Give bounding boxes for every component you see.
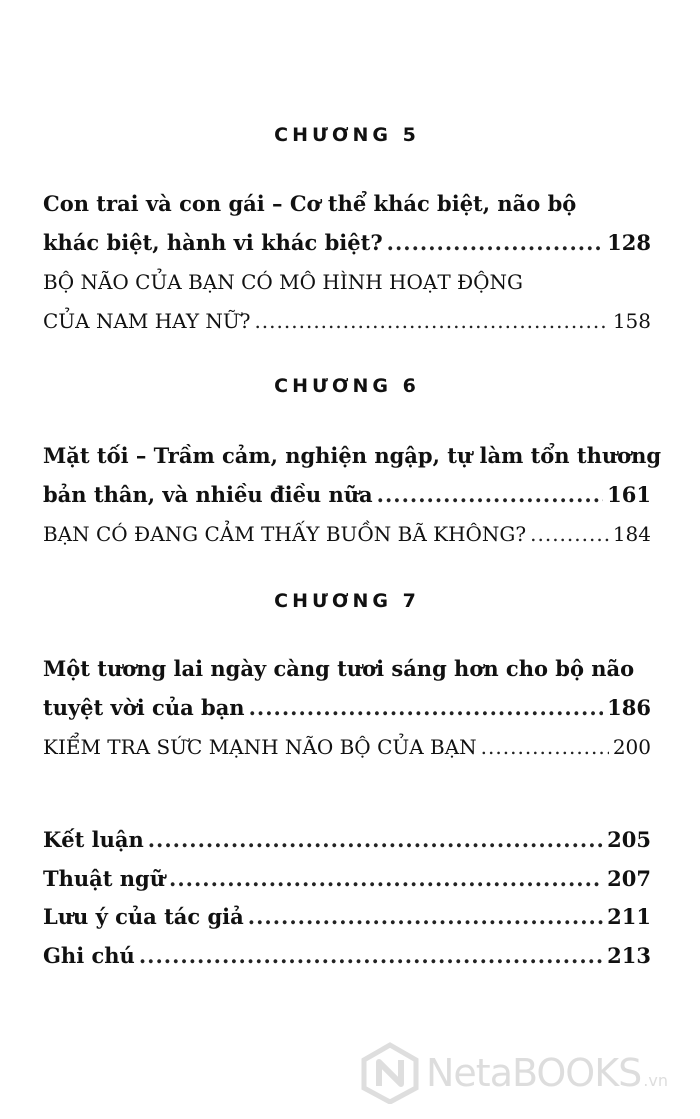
toc-entry-title-line1: BỘ NÃO CỦA BẠN CÓ MÔ HÌNH HOẠT ĐỘNG (43, 270, 524, 294)
dot-leader (139, 936, 603, 976)
dot-leader (248, 897, 603, 937)
toc-entry-line (43, 262, 651, 302)
toc-entry-line (43, 649, 651, 689)
toc-page-number: 207 (607, 866, 651, 891)
toc-entry-title: BẠN CÓ ĐANG CẢM THẤY BUỒN BÃ KHÔNG? (43, 522, 527, 546)
toc-entry-title: KIỂM TRA SỨC MẠNH NÃO BỘ CỦA BẠN (43, 735, 477, 759)
toc-entry-title: khác biệt, hành vi khác biệt? (43, 230, 383, 255)
dot-leader (387, 223, 604, 263)
chapter-6-heading: CHƯƠNG 6 (274, 375, 420, 397)
toc-entry[interactable] (43, 301, 651, 341)
toc-entry-author-note[interactable] (43, 897, 651, 937)
toc-page-number: 128 (607, 230, 651, 255)
toc-entry[interactable] (43, 475, 651, 515)
dot-leader (249, 688, 604, 728)
chapter-7-heading: CHƯƠNG 7 (274, 590, 420, 612)
toc-entry-title-line1: Một tương lai ngày càng tươi sáng hơn cho bộ não (43, 656, 635, 681)
netabooks-watermark (360, 1038, 668, 1108)
dot-leader (377, 475, 604, 515)
toc-entry-title: tuyệt vời của bạn (43, 695, 245, 720)
toc-page-number: 158 (612, 309, 651, 333)
dot-leader (148, 820, 603, 860)
toc-page-number: 213 (607, 943, 651, 968)
toc-entry-title: CỦA NAM HAY NỮ? (43, 309, 251, 333)
toc-page-number: 186 (607, 695, 651, 720)
chapter-5-heading: CHƯƠNG 5 (274, 124, 420, 146)
toc-entry-notes[interactable] (43, 936, 651, 976)
toc-page-number: 211 (607, 904, 651, 929)
toc-page-number: 184 (612, 522, 651, 546)
toc-entry-title: bản thân, và nhiều điều nữa (43, 482, 373, 507)
toc-entry-title: Lưu ý của tác giả (43, 904, 244, 929)
toc-entry[interactable] (43, 727, 651, 767)
toc-entry-title-line1: Mặt tối – Trầm cảm, nghiện ngập, tự làm tổn thương (43, 443, 662, 468)
toc-entry-conclusion[interactable] (43, 820, 651, 860)
toc-entry-title: Kết luận (43, 827, 144, 852)
toc-entry[interactable] (43, 688, 651, 728)
toc-entry-glossary[interactable] (43, 859, 651, 899)
toc-entry-title-line1: Con trai và con gái – Cơ thể khác biệt, não bộ (43, 191, 577, 216)
dot-leader (481, 727, 609, 767)
toc-entry[interactable] (43, 514, 651, 554)
toc-page-number: 205 (607, 827, 651, 852)
toc-page-number: 161 (607, 482, 651, 507)
netabooks-logo-icon (360, 1042, 420, 1104)
dot-leader (169, 859, 603, 899)
toc-entry-line (43, 184, 651, 224)
toc-entry-title: Ghi chú (43, 943, 135, 968)
watermark-brand: NetaBOOKS .vn (426, 1051, 668, 1095)
dot-leader (530, 514, 609, 554)
dot-leader (254, 301, 608, 341)
toc-entry-line (43, 436, 662, 476)
toc-page-number: 200 (612, 735, 651, 759)
toc-entry[interactable] (43, 223, 651, 263)
toc-entry-title: Thuật ngữ (43, 866, 166, 891)
